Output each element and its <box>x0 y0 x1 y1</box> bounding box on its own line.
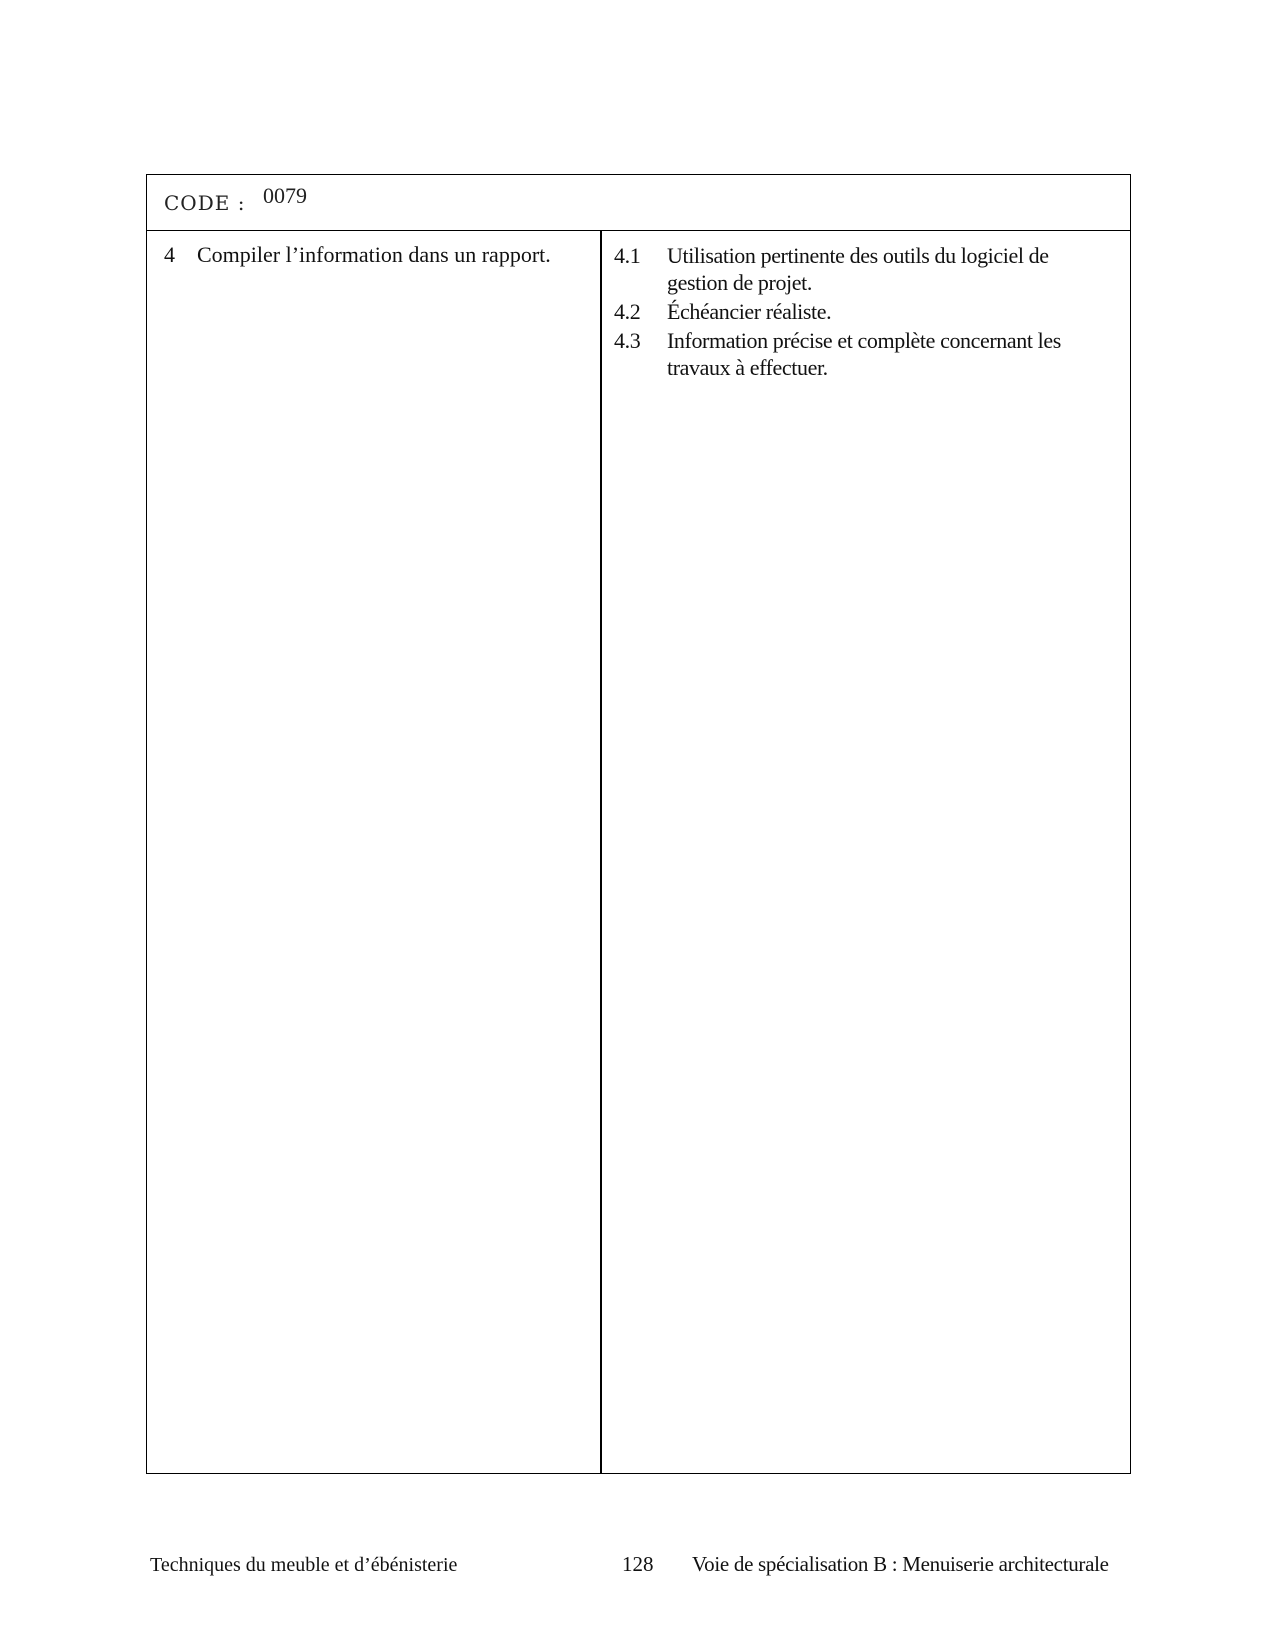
code-header <box>147 175 1130 231</box>
criterion-text: Utilisation pertinente des outils du logiciel de gestion de projet. <box>667 243 1049 295</box>
criterion-number: 4.2 <box>614 299 641 324</box>
criterion-4-2 <box>614 298 1114 325</box>
criterion-text: Échéancier réaliste. <box>667 299 832 324</box>
criterion-4-1 <box>614 242 1114 296</box>
code-value: 0079 <box>263 183 307 208</box>
element-text: Compiler l’information dans un rapport. <box>197 242 551 267</box>
code-label: CODE : <box>164 191 246 215</box>
competency-table <box>146 174 1131 1474</box>
element-column <box>147 231 600 1474</box>
element-number: 4 <box>164 242 175 267</box>
criteria-list <box>614 242 1114 383</box>
criterion-4-3 <box>614 327 1114 381</box>
criteria-column <box>602 231 1130 1474</box>
footer-program-title: Techniques du meuble et d’ébénisterie <box>150 1554 458 1576</box>
criterion-number: 4.3 <box>614 328 641 353</box>
criterion-number: 4.1 <box>614 243 641 268</box>
footer-specialization: Voie de spécialisation B : Menuiserie architecturale <box>692 1552 1109 1576</box>
criterion-text: Information précise et complète concernant les travaux à effectuer. <box>667 328 1061 380</box>
footer-page-number: 128 <box>622 1552 654 1576</box>
